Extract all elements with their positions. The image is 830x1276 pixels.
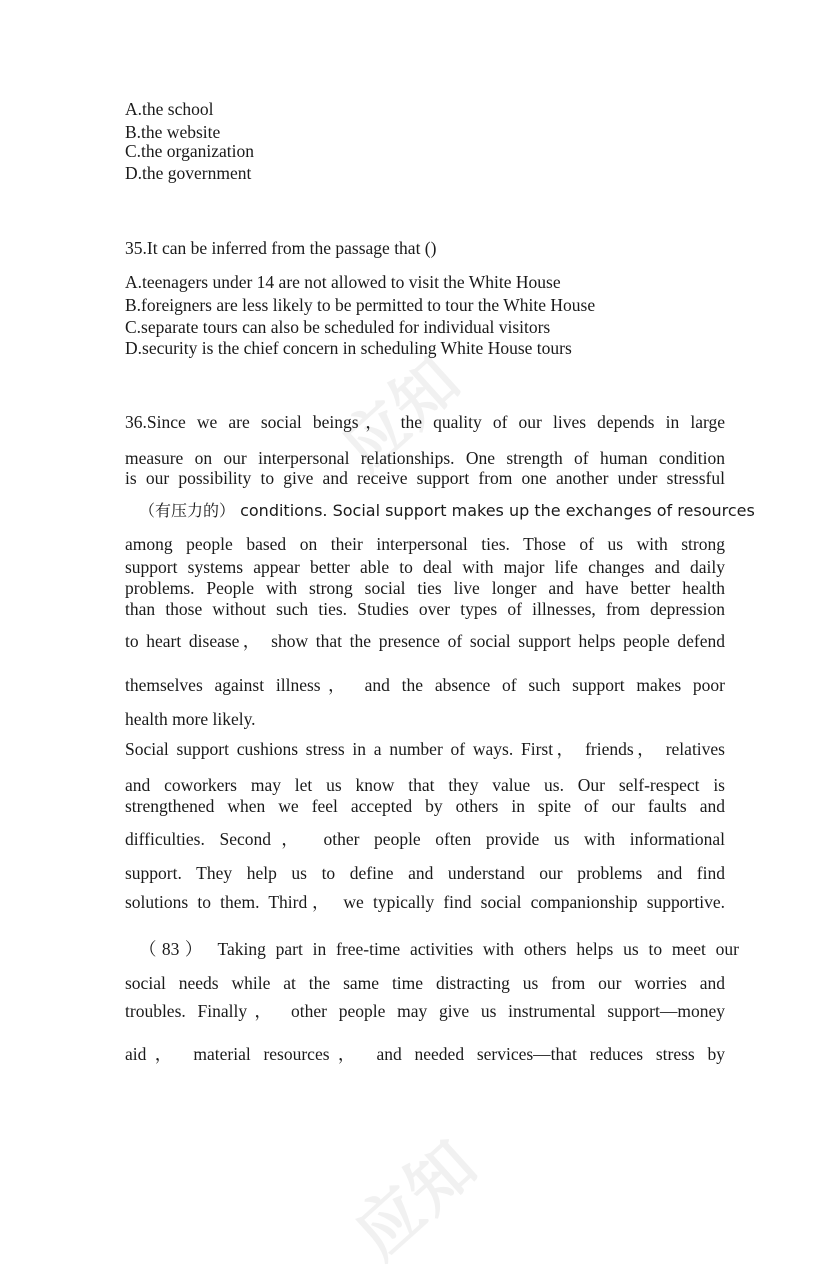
passage-line-numbered (125, 941, 739, 959)
passage-line-text: （83） Taking part in free-time activities with others helps us to meet our (139, 939, 739, 959)
option-a-q35: A.teenagers under 14 are not allowed to visit the White House (125, 272, 561, 292)
passage-line (125, 559, 725, 577)
passage-line-text: is our possibility to give and receive support from one another under stressful (125, 468, 725, 488)
passage-line (125, 580, 725, 598)
passage-line-text: to heart disease， show that the presence of social support helps people defend (125, 631, 725, 651)
passage-line (125, 633, 725, 651)
option-d-q34: D.the government (125, 163, 252, 183)
option-d-q35: D.security is the chief concern in scheduling White House tours (125, 338, 572, 358)
passage-line-text: than those without such ties. Studies over types of illnesses, from depression (125, 599, 725, 619)
passage-line (125, 1003, 725, 1021)
passage-line (125, 450, 725, 468)
passage-line-text: 36.Since we are social beings， the quality of our lives depends in large (125, 412, 725, 432)
passage-line-text: solutions to them. Third， we typically find social companionship supportive. (125, 892, 725, 912)
passage-line-text: themselves against illness， and the absence of such support makes poor (125, 675, 725, 695)
passage-line-text: troubles. Finally， other people may give us instrumental support—money (125, 1001, 725, 1021)
option-c-q35: C.separate tours can also be scheduled for individual visitors (125, 317, 551, 337)
passage-line-text: among people based on their interpersonal ties. Those of us with strong (125, 534, 725, 554)
passage-line-text: measure on our interpersonal relationships. One strength of human condition (125, 448, 725, 468)
option-b-q35: B.foreigners are less likely to be permitted to tour the White House (125, 295, 596, 315)
passage-line-text: social needs while at the same time distracting us from our worries and (125, 973, 725, 993)
passage-line-text: difficulties. Second， other people often provide us with informational (125, 829, 725, 849)
passage-line (125, 741, 725, 759)
question-35-stem: 35.It can be inferred from the passage that () (125, 238, 437, 258)
option-b-q34: B.the website (125, 122, 221, 142)
option-c-q34: C.the organization (125, 141, 254, 161)
passage-line (125, 601, 725, 619)
passage-line-text: （有压力的） conditions. Social support makes up the exchanges of resources (139, 501, 755, 520)
watermark-lower: 应知 (340, 1125, 493, 1274)
passage-line-text: Social support cushions stress in a number of ways. First， friends， relatives (125, 739, 725, 759)
passage-line (125, 894, 725, 912)
watermark-upper: 应知 (328, 342, 476, 487)
passage-line (125, 798, 725, 816)
passage-line (125, 677, 725, 695)
passage-line (125, 1046, 725, 1064)
option-a-q34: A.the school (125, 99, 214, 119)
passage-line (125, 470, 725, 488)
passage-line (125, 865, 725, 883)
passage-line-text: support systems appear better able to deal with major life changes and daily (125, 557, 725, 577)
passage-line (125, 975, 725, 993)
passage-line (125, 831, 725, 849)
passage-line-text: support. They help us to define and understand our problems and find (125, 863, 725, 883)
passage-line: health more likely. (125, 709, 256, 729)
passage-line-annotated (125, 501, 755, 520)
passage-line (125, 414, 725, 432)
passage-line-text: strengthened when we feel accepted by others in spite of our faults and (125, 796, 725, 816)
passage-line (125, 536, 725, 554)
passage-line-text: and coworkers may let us know that they value us. Our self-respect is (125, 775, 725, 795)
passage-line-text: problems. People with strong social ties live longer and have better health (125, 578, 725, 598)
passage-line-text: aid， material resources， and needed services—that reduces stress by (125, 1044, 725, 1064)
passage-line (125, 777, 725, 795)
